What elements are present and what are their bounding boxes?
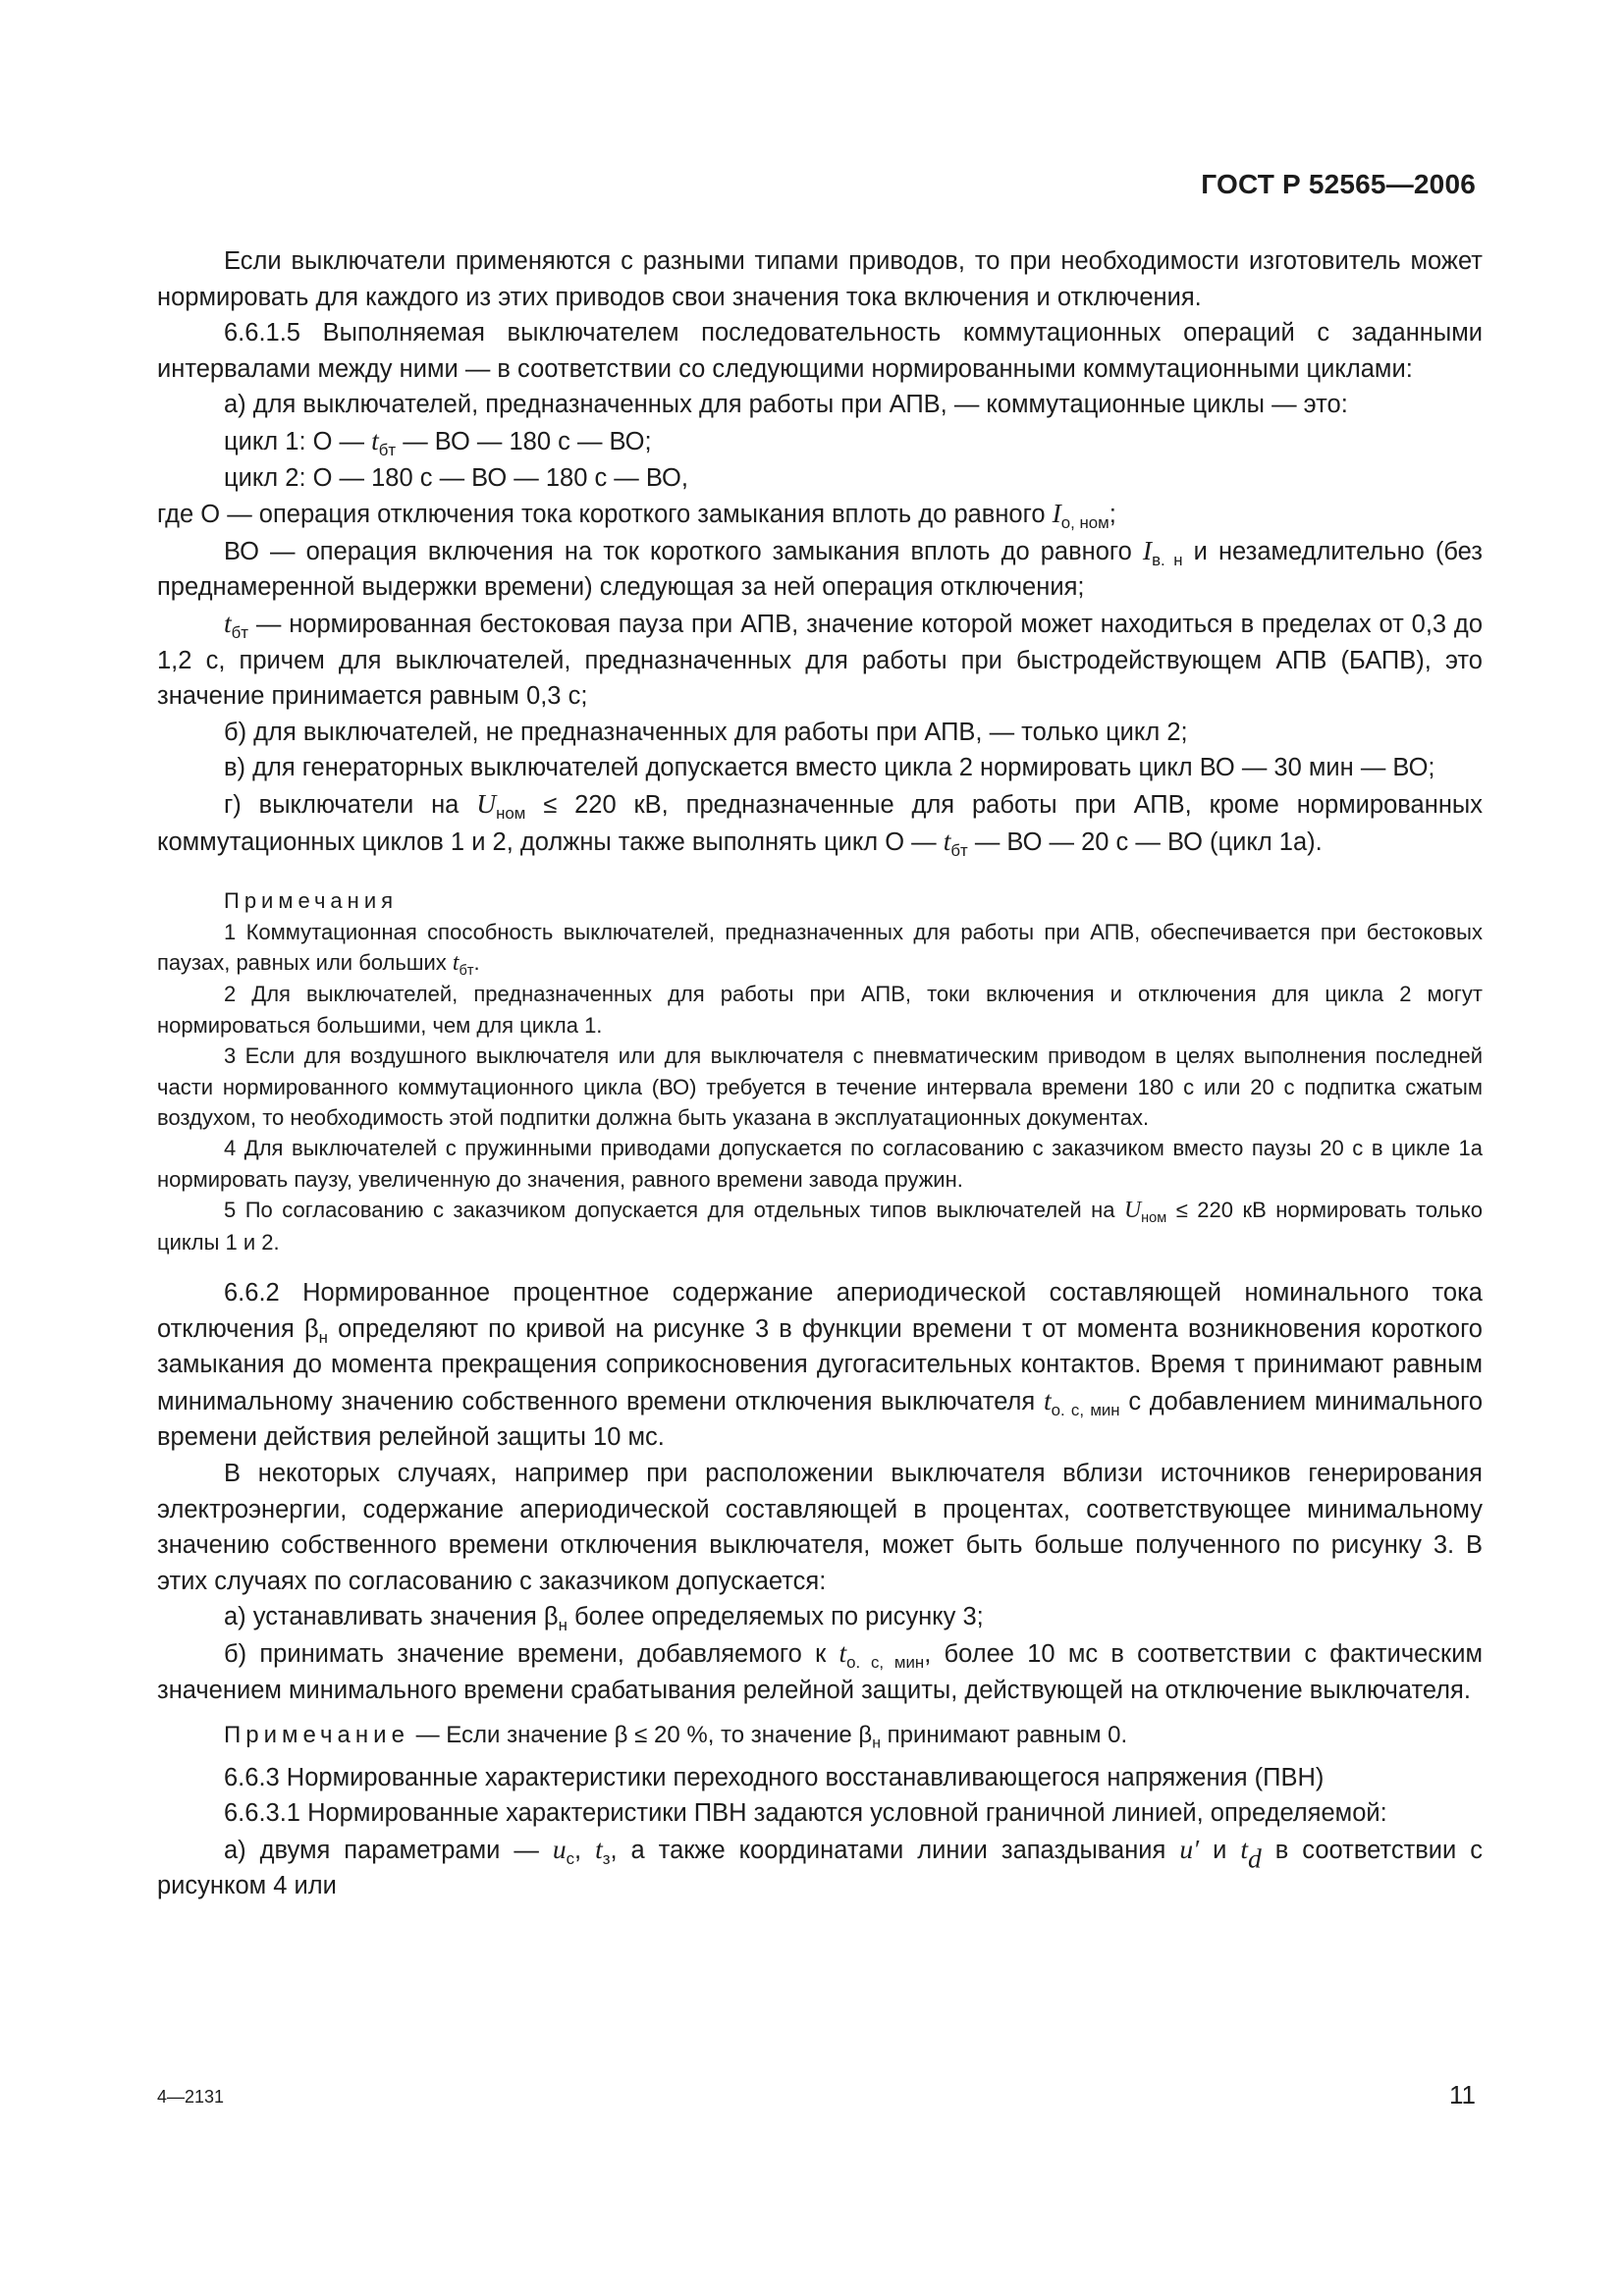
paragraph-6-6-3: 6.6.3 Нормированные характеристики переходного восстанавливающегося напряжения (ПВН): [224, 1763, 1325, 1791]
page-number: 11: [1449, 2080, 1476, 2109]
notes-section: [157, 885, 1483, 1257]
paragraph-drives: Если выключатели применяются с разными типами приводов, то при необходимости изготовитель может нормировать для каждого из этих приводов свои значения тока включения и отключения.: [157, 247, 1483, 311]
paragraph-cycle-2: цикл 2: О — 180 с — ВО — 180 с — ВО,: [224, 463, 688, 492]
paragraph-item-b: б) для выключателей, не предназначенных для работы при АПВ, — только цикл 2;: [224, 718, 1188, 746]
paragraph-vo-definition: ВО — операция включения на ток короткого замыкания вплоть до равного $I_{в. н}$ и незамедлительно (без преднамеренной выдержки времени) следующая за ней операция отключения;: [157, 534, 1483, 602]
paragraph-cycle-1: цикл 1: О — $t_{бт}$ — ВО — 180 с — ВО;: [224, 424, 652, 459]
note-1: 1 Коммутационная способность выключателей, предназначенных для работы при АПВ, обеспечивается при бестоковых паузах, равных или больших $t_{бт}$.: [157, 919, 1483, 979]
paragraph-tbt-definition: $t_{бт}$ — нормированная бестоковая пауза при АПВ, значение которой может находиться в пределах от 0,3 до 1,2 с, причем для выключателей, предназначенных для работы при быстродействующем АПВ (БАПВ), это значение принимается равным 0,3 с;: [157, 607, 1483, 711]
note-4: 4 Для выключателей с пружинными приводами допускается по согласованию с заказчиком вместо паузы 20 с в цикле 1а нормировать паузу, увеличенную до значения, равного времени завода пружин.: [157, 1136, 1483, 1192]
paragraph-params-a: а) двумя параметрами — $u_c$, $t_з$, а также координатами линии запаздывания u′ и $t_d$ в соответствии с рисунком 4 или: [157, 1833, 1484, 1900]
paragraph-some-cases: В некоторых случаях, например при расположении выключателя вблизи источников генерирования электроэнергии, содержание апериодической составляющей в процентах, соответствующее минимальному значению собственного времени отключения выключателя, может быть больше полученного по рисунку 3. В этих случаях по согласованию с заказчиком допускается:: [157, 1459, 1483, 1595]
paragraph-item-a: а) для выключателей, предназначенных для работы при АПВ, — коммутационные циклы — это:: [224, 391, 1348, 419]
main-content: [157, 243, 1483, 1904]
note-2: 2 Для выключателей, предназначенных для работы при АПВ, токи включения и отключения для цикла 2 могут нормироваться большими, чем для цикла 1.: [157, 982, 1483, 1038]
notes-heading: Примечания: [224, 888, 399, 914]
paragraph-item-v: в) для генераторных выключателей допускается вместо цикла 2 нормировать цикл ВО — 30 мин — ВО;: [224, 754, 1435, 782]
paragraph-item-g: г) выключатели на $U_{ном} \le 220$ кВ, предназначенные для работы при АПВ, кроме нормированных коммутационных циклов 1 и 2, должны также выполнять цикл О — $t_{бт}$ — ВО — 20 с — ВО (цикл 1а).: [157, 787, 1483, 860]
paragraph-allow-a: а) устанавливать значения $\beta_н$ более определяемых по рисунку 3;: [224, 1603, 984, 1635]
paragraph-6-6-2: 6.6.2 Нормированное процентное содержание апериодической составляющей номинального тока отключения $\beta_н$ определяют по кривой на рисунке 3 в функции времени τ от момента возникновения короткого замыкания до момента прекращения соприкосновения дугогасительных контактов. Время τ принимают равным минимальному значению собственного времени отключения выключателя $t_{о. с, мин}$ с добавлением минимального времени действия релейной защиты 10 мс.: [157, 1278, 1484, 1452]
document-code-header: ГОСТ Р 52565—2006: [1201, 169, 1476, 199]
paragraph-where-o: где О — операция отключения тока короткого замыкания вплоть до равного $I_{о, ном}$;: [157, 498, 1116, 533]
paragraph-6-6-3-1: 6.6.3.1 Нормированные характеристики ПВН задаются условной граничной линией, определяемой:: [224, 1799, 1387, 1828]
paragraph-6-6-1-5: 6.6.1.5 Выполняемая выключателем последовательность коммутационных операций с заданными интервалами между ними — в соответствии со следующими нормированными коммутационными циклами:: [157, 319, 1483, 383]
note-5: 5 По согласованию с заказчиком допускается для отдельных типов выключателей на $U_{ном} \le 220$ кВ нормировать только циклы 1 и 2.: [157, 1198, 1483, 1255]
note-3: 3 Если для воздушного выключателя или для выключателя с пневматическим приводом в целях выполнения последней части нормированного коммутационного цикла (ВО) требуется в течение интервала времени 180 с или 20 с подпитка сжатым воздухом, то необходимость этой подпитки должна быть указана в эксплуатационных документах.: [157, 1043, 1483, 1130]
paragraph-allow-b: б) принимать значение времени, добавляемого к $t_{о. с, мин}$, более 10 мс в соответствии с фактическим значением минимального времени срабатывания релейной защиты, действующей на отключение выключателя.: [157, 1636, 1483, 1704]
footer-print-code: 4—2131: [157, 2087, 225, 2107]
note-beta: Примечание — Если значение β ≤ 20 %, то значение $\beta_н$ принимают равным 0.: [224, 1722, 1128, 1752]
